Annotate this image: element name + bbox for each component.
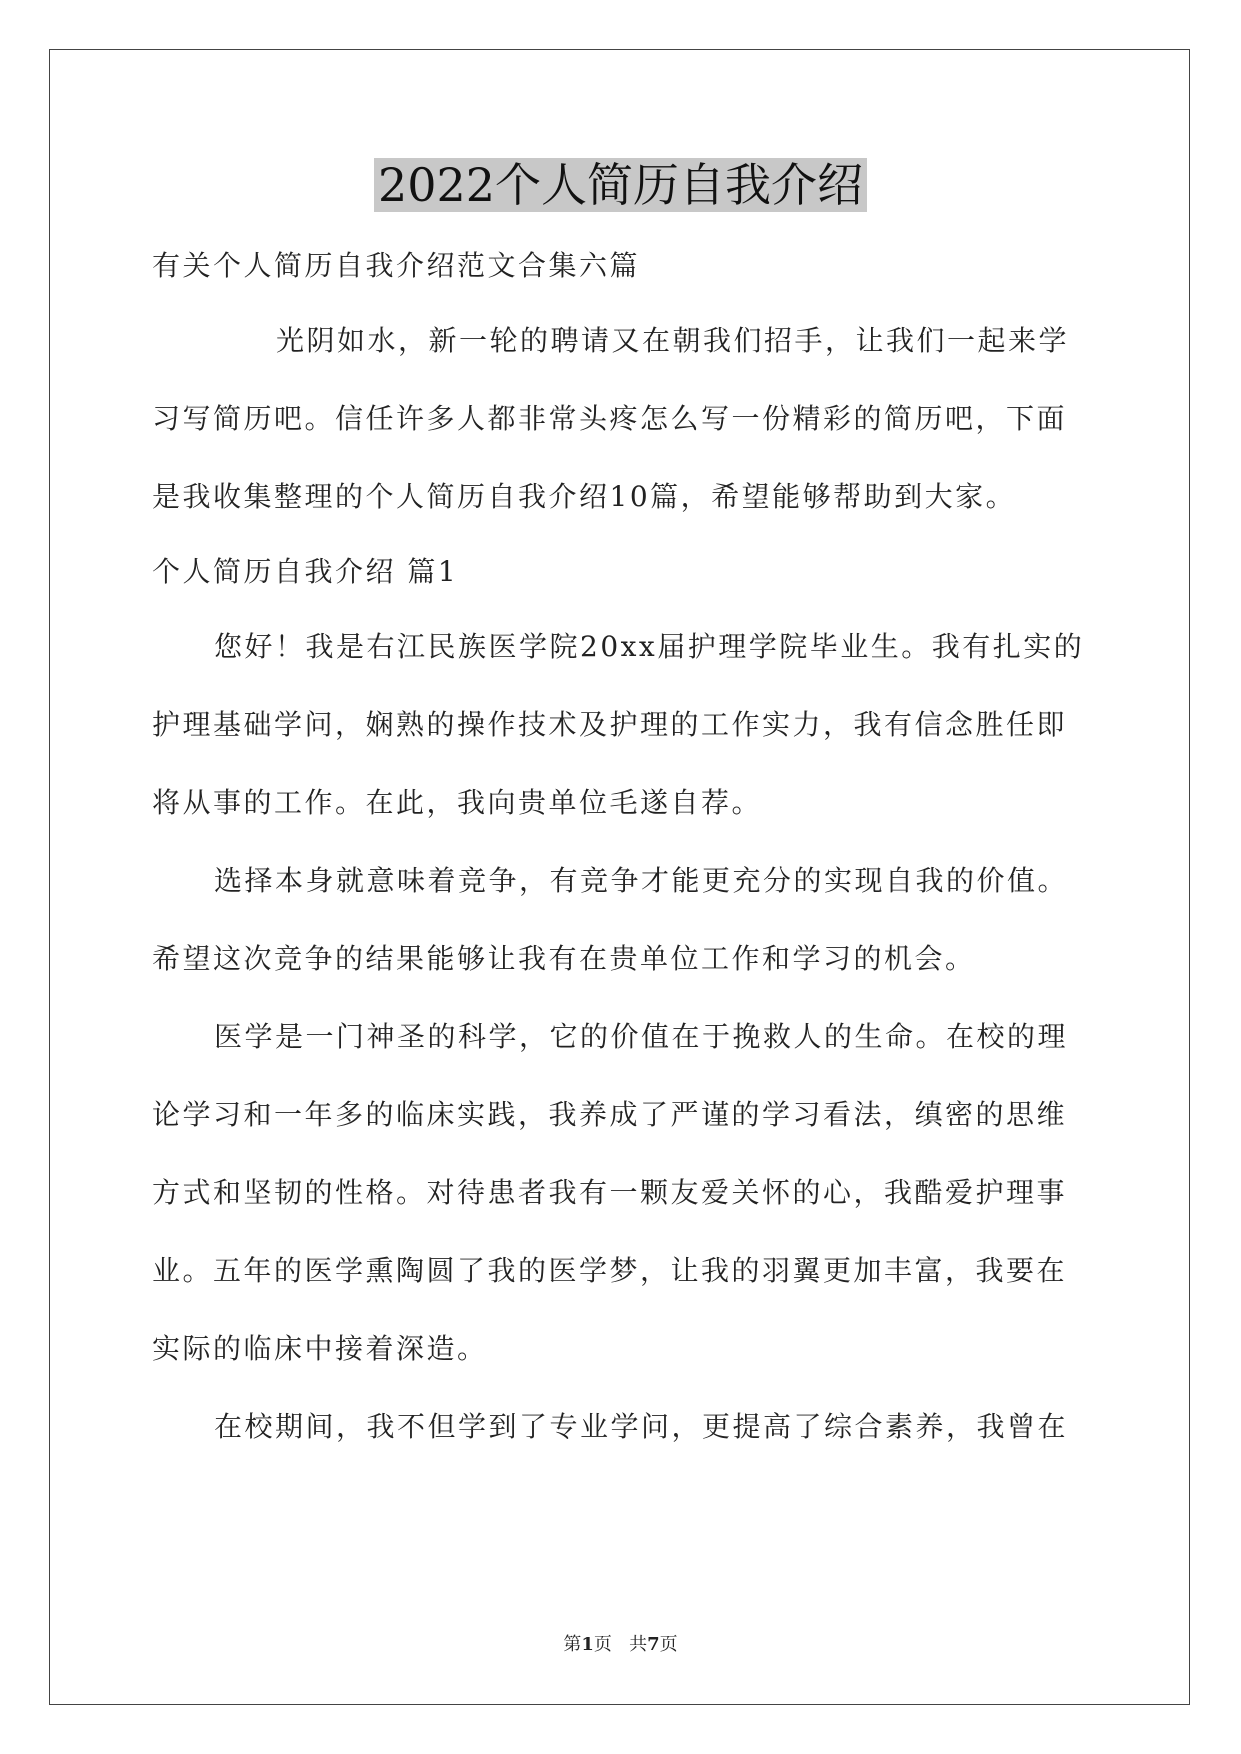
- page-total: 7: [647, 1634, 660, 1655]
- paragraph-line: 选择本身就意味着竞争，有竞争才能更充分的实现自我的价值。: [214, 864, 1069, 897]
- document-title: [0, 154, 1241, 216]
- page-suffix: 页: [593, 1634, 612, 1655]
- paragraph-line: 习写简历吧。信任许多人都非常头疼怎么写一份精彩的简历吧，下面: [152, 402, 1068, 435]
- paragraph-line: 护理基础学问，娴熟的操作技术及护理的工作实力，我有信念胜任即: [152, 708, 1068, 741]
- paragraph-line: 在校期间，我不但学到了专业学问，更提高了综合素养，我曾在: [214, 1410, 1069, 1443]
- paragraph-line: 希望这次竞争的结果能够让我有在贵单位工作和学习的机会。: [152, 942, 976, 975]
- paragraph-line: 将从事的工作。在此，我向贵单位毛遂自荐。: [152, 786, 763, 819]
- paragraph-line: 光阴如水，新一轮的聘请又在朝我们招手，让我们一起来学: [276, 324, 1070, 357]
- section-heading: 个人简历自我介绍 篇1: [152, 555, 459, 588]
- page-prefix: 第: [563, 1634, 582, 1655]
- paragraph-line: 论学习和一年多的临床实践，我养成了严谨的学习看法，缜密的思维: [152, 1098, 1068, 1131]
- paragraph-line: 医学是一门神圣的科学，它的价值在于挽救人的生命。在校的理: [214, 1020, 1069, 1053]
- document-body: [152, 230, 1090, 1466]
- paragraph-line: 实际的临床中接着深造。: [152, 1332, 488, 1365]
- total-prefix: 共: [629, 1634, 648, 1655]
- page-current: 1: [581, 1634, 594, 1655]
- total-suffix: 页: [659, 1634, 678, 1655]
- document-title-text: 2022个人简历自我介绍: [374, 158, 867, 212]
- paragraph-line: 方式和坚韧的性格。对待患者我有一颗友爱关怀的心，我酷爱护理事: [152, 1176, 1068, 1209]
- paragraph-line: 业。五年的医学熏陶圆了我的医学梦，让我的羽翼更加丰富，我要在: [152, 1254, 1068, 1287]
- paragraph-line: 是我收集整理的个人简历自我介绍10篇，希望能够帮助到大家。: [152, 480, 1017, 513]
- page-footer: [0, 1630, 1241, 1656]
- paragraph-line: 您好！我是右江民族医学院20xx届护理学院毕业生。我有扎实的: [214, 630, 1085, 663]
- subtitle-line: 有关个人简历自我介绍范文合集六篇: [152, 249, 641, 282]
